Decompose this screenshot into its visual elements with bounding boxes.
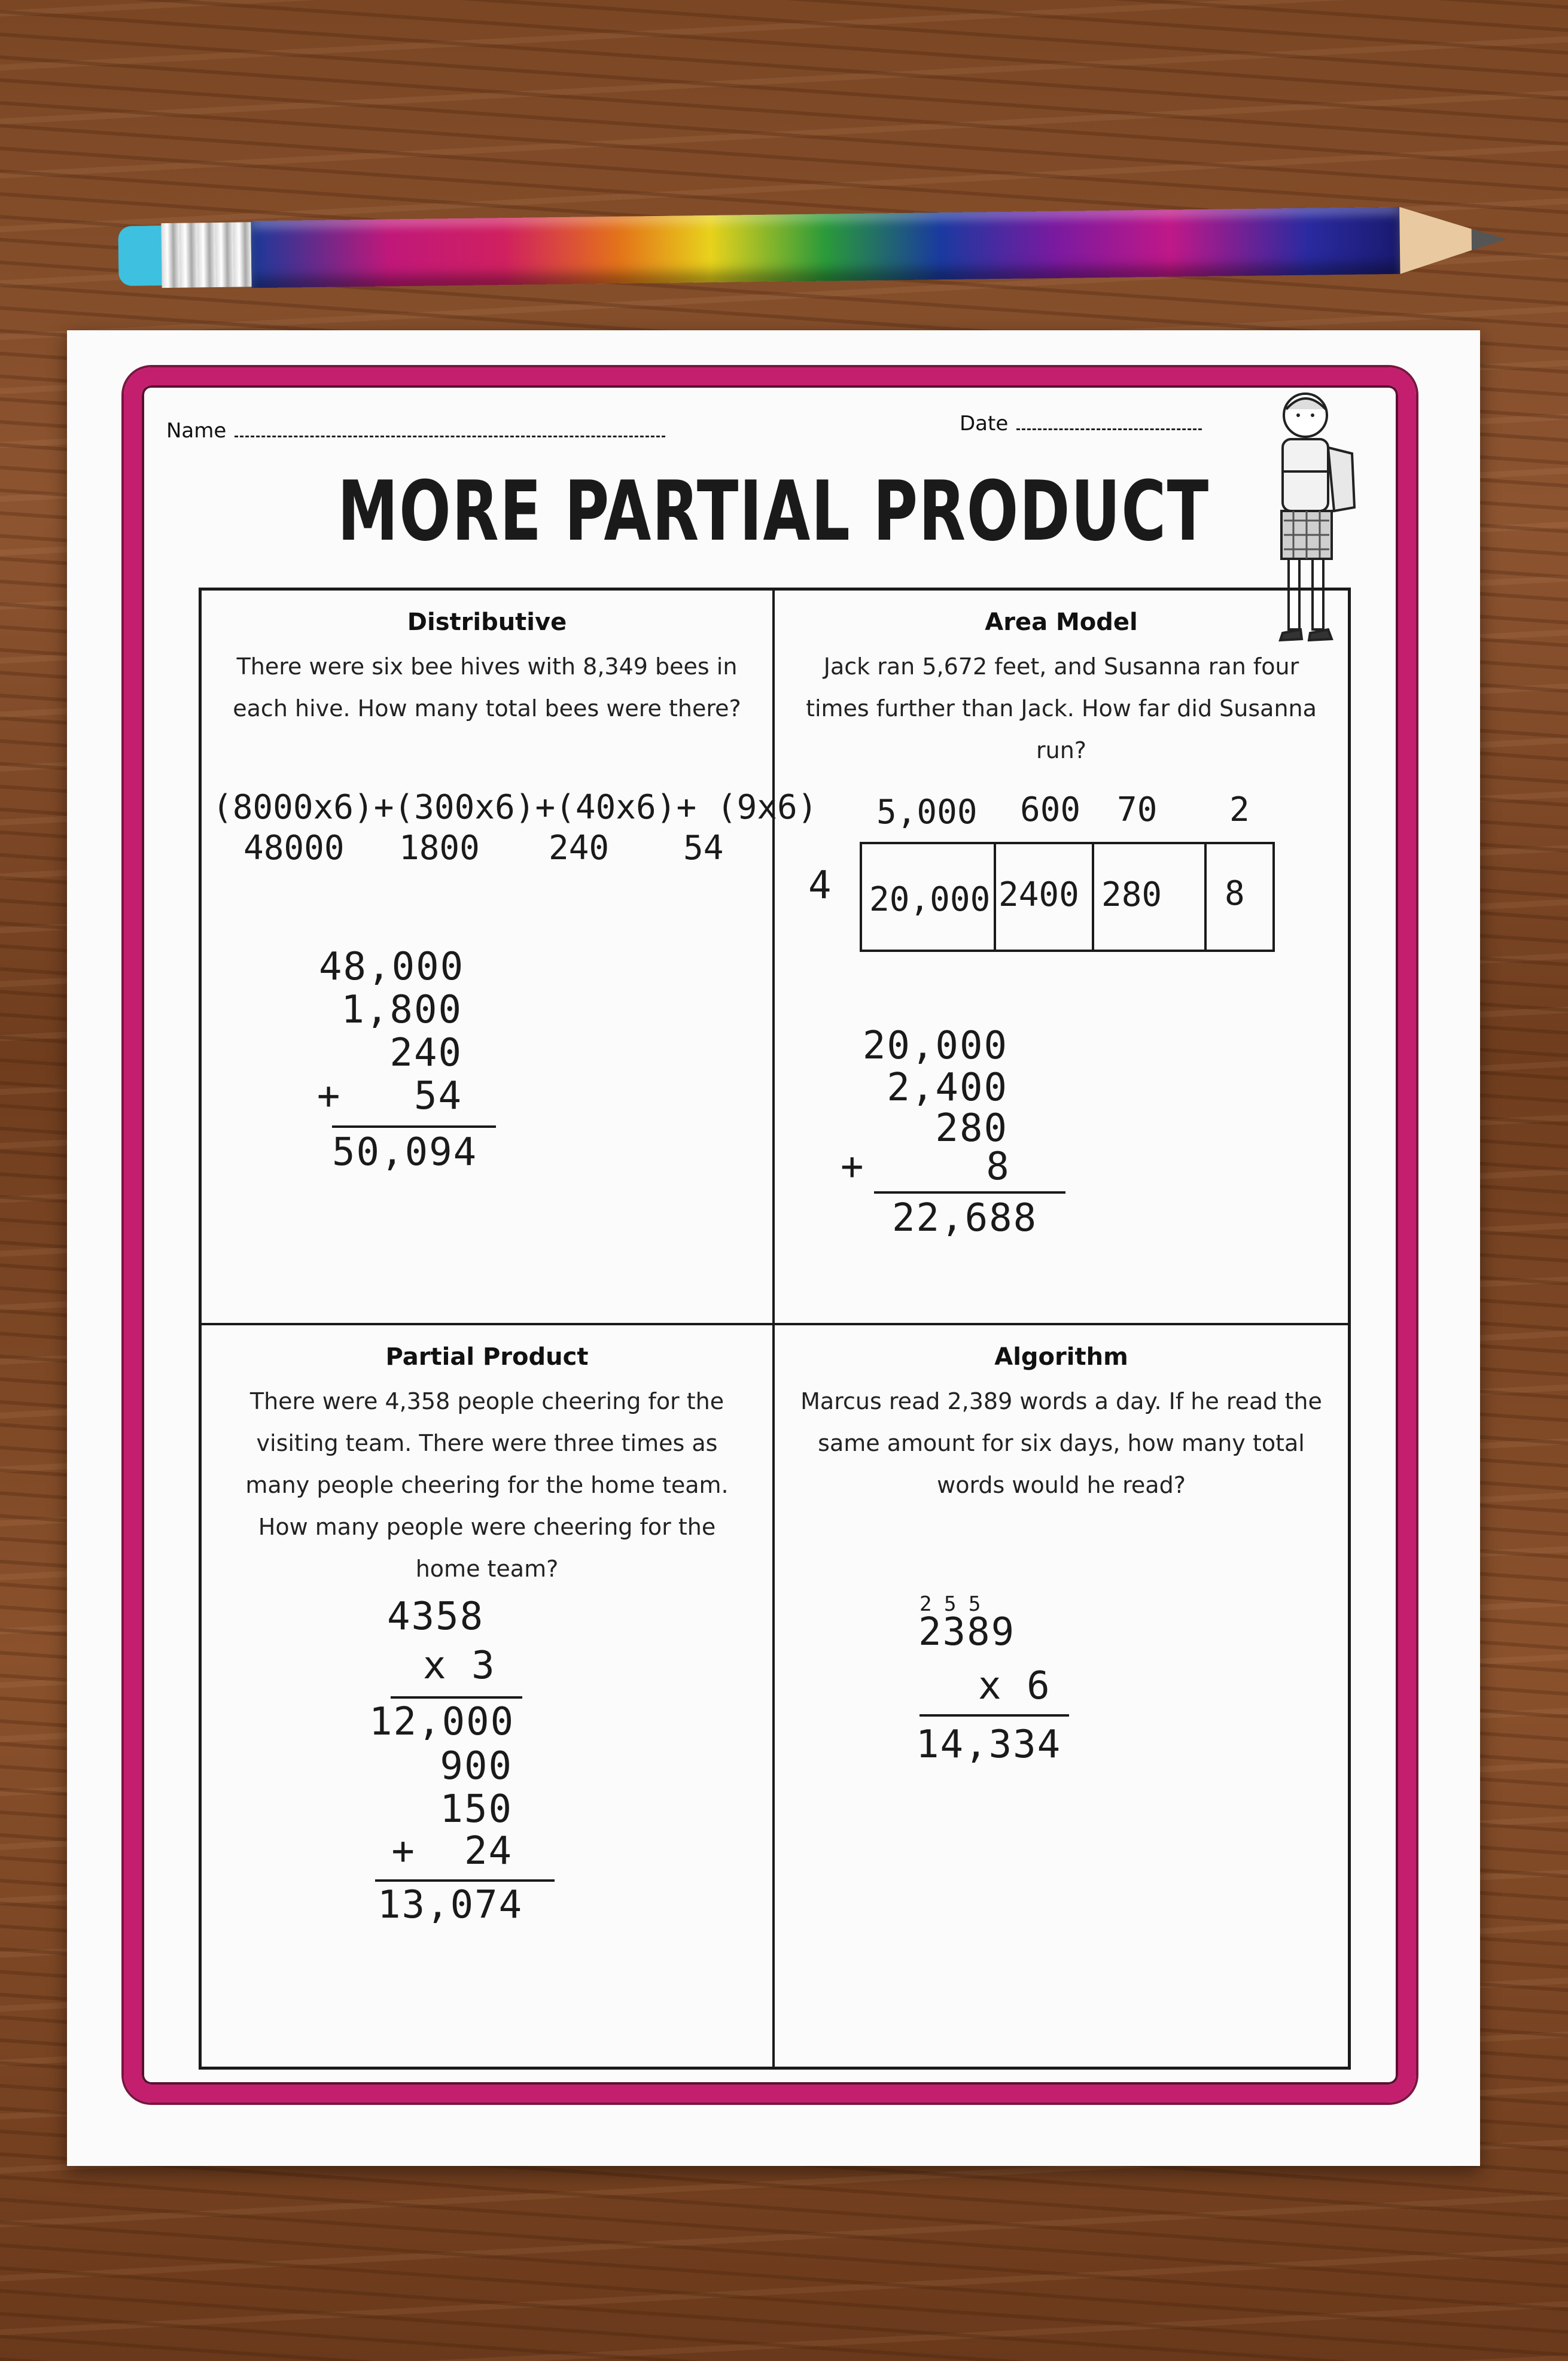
distributive-sum-line: 240 [389,1031,462,1075]
area-top-label: 5,000 [876,793,978,832]
area-sum-line: 2,400 [887,1066,1008,1110]
name-field[interactable] [166,419,665,443]
area-sum-line: 20,000 [862,1024,1008,1068]
distributive-product: 1800 [399,829,480,868]
area-top-label: 2 [1229,790,1250,829]
area-box-divider [994,844,996,950]
partial-multiply-rule [391,1696,522,1699]
area-box-value: 280 [1101,875,1162,914]
date-field[interactable] [960,412,1202,436]
algorithm-question: Marcus read 2,389 words a day. If he read the same amount for six days, how many total words would he read? [800,1388,1322,1498]
rainbow-pencil [118,206,1439,290]
algorithm-answer: 14,334 [916,1723,1062,1767]
partial-line: 150 [440,1787,513,1831]
algorithm-multiplier: x 6 [978,1664,1051,1708]
name-blank-line [235,432,665,437]
area-box-value: 2400 [998,875,1079,914]
area-answer: 22,688 [892,1196,1038,1240]
partial-line: + 24 [391,1829,513,1873]
area-sum-line: 280 [935,1106,1008,1151]
area-top-label: 70 [1117,790,1158,829]
algorithm-title: Algorithm [994,1343,1128,1371]
area-sum-rule [874,1191,1065,1194]
area-box-value: 8 [1225,874,1245,913]
area-side-label: 4 [808,863,833,908]
partial-line: 900 [440,1744,513,1788]
distributive-expression: (8000x6)+(300x6)+(40x6)+ (9x6) [212,788,818,827]
date-label: Date [960,412,1009,436]
partial-line: 12,000 [369,1700,515,1744]
area-box-value: 20,000 [869,880,991,919]
distributive-sum-rule [332,1125,496,1128]
partial-product-question: There were 4,358 people cheering for the visiting team. There were three times as many people cheering for the home team. How many people were cheering for the home team? [245,1388,729,1582]
distributive-question: There were six bee hives with 8,349 bees in each hive. How many total bees were there? [233,653,741,722]
name-label: Name [166,419,227,443]
partial-answer: 13,074 [377,1883,523,1927]
partial-top-number: 4358 [387,1595,485,1639]
partial-product-title: Partial Product [385,1343,589,1371]
distributive-product: 240 [549,829,610,868]
pencil-ferrule [161,222,251,288]
pencil-body [251,207,1400,288]
area-top-label: 600 [1020,790,1081,829]
worksheet-title: MORE PARTIAL PRODUCT [337,463,1210,559]
problem-grid [199,588,1351,2070]
area-model-box [860,842,1275,952]
algorithm-carries: 2 5 5 [920,1592,981,1616]
partial-multiplier: x 3 [423,1644,496,1688]
distributive-title: Distributive [407,608,567,636]
date-blank-line [1016,425,1202,430]
pencil-lead [1472,229,1506,251]
pencil-eraser [118,226,162,286]
area-model-title: Area Model [985,608,1138,636]
distributive-product: 48000 [243,829,345,868]
algorithm-top-number: 2389 [918,1610,1016,1654]
distributive-answer: 50,094 [332,1130,478,1175]
worksheet-paper [67,330,1480,2166]
distributive-panel [202,591,818,1325]
area-model-panel [775,591,1348,1325]
area-box-divider [1204,844,1207,950]
algorithm-panel [775,1325,1348,2067]
area-box-divider [1092,844,1094,950]
partial-sum-rule [375,1879,555,1882]
area-model-question: Jack ran 5,672 feet, and Susanna ran four times further than Jack. How far did Susanna run? [806,653,1317,763]
algorithm-rule [920,1714,1069,1717]
distributive-product: 54 [683,829,724,868]
distributive-sum-line: 48,000 [319,945,465,989]
distributive-sum-line: 1,800 [341,988,462,1032]
area-sum-line: + 8 [841,1145,1010,1189]
distributive-sum-line: + 54 [316,1074,462,1118]
partial-product-panel [202,1325,775,2067]
